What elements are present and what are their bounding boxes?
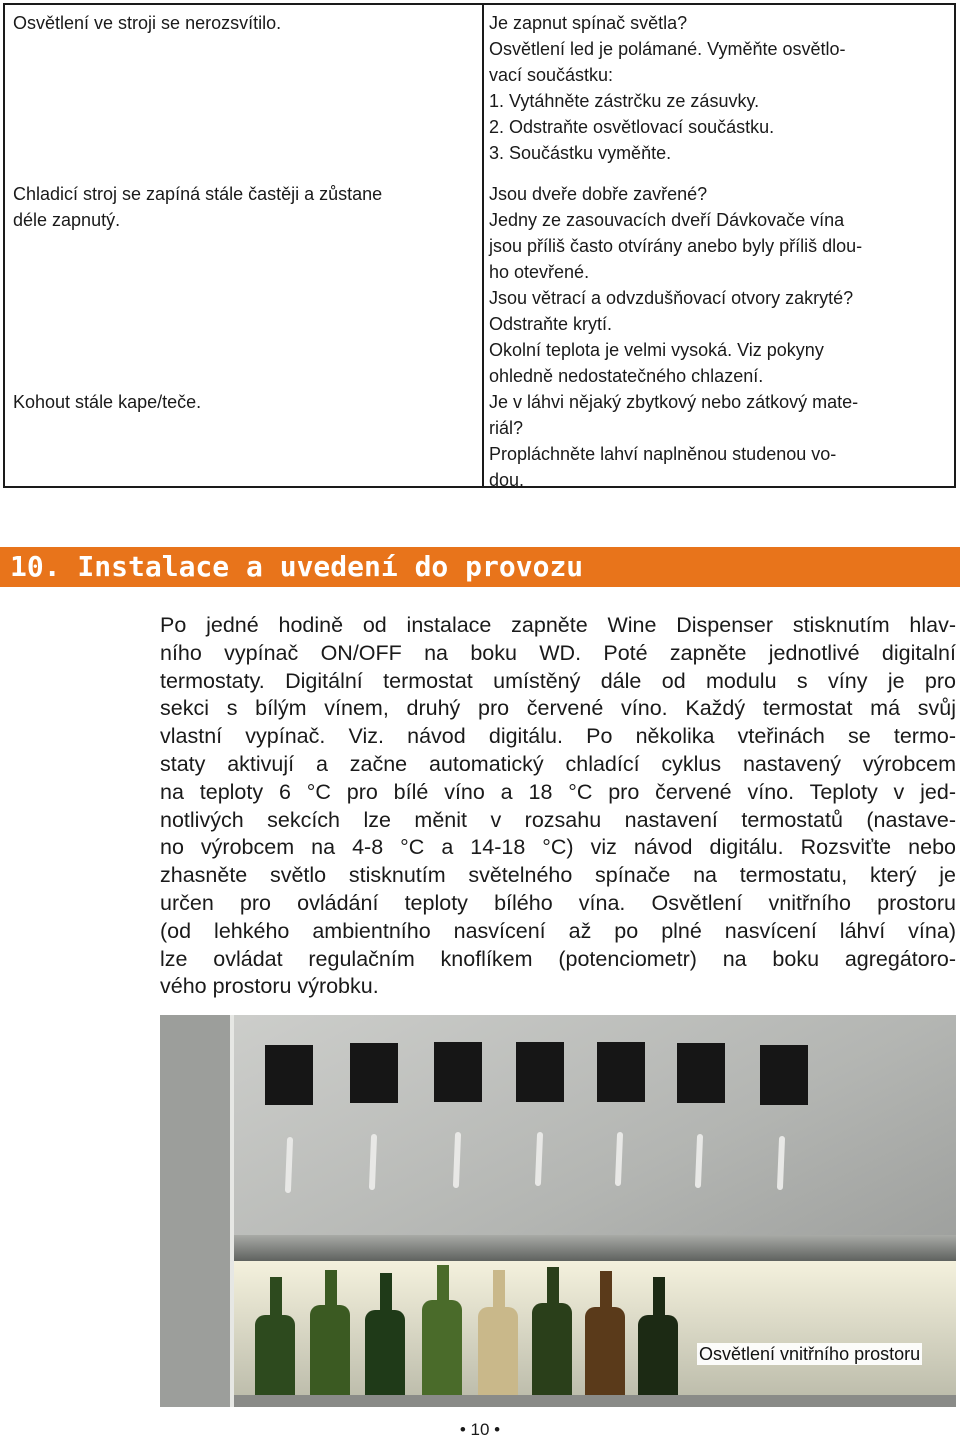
installation-paragraph — [160, 612, 956, 1001]
paragraph-line: notlivých sekcích lze měnit v rozsahu nastavení termostatů (nastave- — [160, 807, 956, 832]
solution-line: Osvětlení led je polámané. Vyměňte osvětlo- — [489, 39, 846, 59]
wine-dispenser-photo — [160, 1015, 956, 1407]
paragraph-line: termostaty. Digitální termostat umístěný dále od modulu s víny je pro — [160, 668, 956, 693]
paragraph-line: lze ovládat regulačním knoflíkem (potenciometr) na boku agregátoro- — [160, 946, 956, 971]
solution-line: Propláchněte lahví naplněnou studenou vo- — [489, 444, 837, 464]
table-row-1-solution — [489, 10, 846, 166]
paragraph-line: zhasněte světlo stisknutím světelného spínače na termostatu, který je — [160, 863, 956, 888]
solution-line: riál? — [489, 418, 524, 438]
solution-line: 2. Odstraňte osvětlovací součástku. — [489, 117, 775, 137]
paragraph-line: určen pro ovládání teploty bílého vína. Osvětlení vnitřního prostoru — [160, 890, 956, 915]
problem-text: Osvětlení ve stroji se nerozsvítilo. — [13, 13, 282, 33]
page-number: • 10 • — [459, 1420, 501, 1439]
solution-line: jsou příliš často otvírány anebo byly příliš dlou- — [489, 236, 863, 256]
table-row-1-problem — [13, 10, 281, 36]
solution-line: Jsou dveře dobře zavřené? — [489, 184, 708, 204]
table-row-3-problem — [13, 389, 201, 415]
solution-line: Je zapnut spínač světla? — [489, 13, 688, 33]
solution-line: 1. Vytáhněte zástrčku ze zásuvky. — [489, 91, 760, 111]
table-row-2-problem — [13, 181, 382, 233]
paragraph-line: staty aktivují a začne automatický chladící cyklus nastavený výrobcem — [160, 751, 956, 776]
problem-text: Kohout stále kape/teče. — [13, 392, 202, 412]
table-column-divider — [482, 5, 484, 486]
section-heading — [0, 547, 960, 587]
paragraph-line: vlastní vypínač. Viz. návod digitálu. Po několika vteřinách se termo- — [160, 724, 956, 749]
problem-text: Chladicí stroj se zapíná stále častěji a zůstane — [13, 184, 383, 204]
solution-line: 3. Součástku vyměňte. — [489, 143, 672, 163]
solution-line: vací součástku: — [489, 65, 614, 85]
paragraph-line: (od lehkého ambientního nasvícení až po plné nasvícení láhví vína) — [160, 918, 956, 943]
solution-line: ohledně nedostatečného chlazení. — [489, 366, 764, 386]
paragraph-line: Po jedné hodině od instalace zapněte Wine Dispenser stisknutím hlav- — [160, 613, 956, 637]
paragraph-line: na teploty 6 °C pro bílé víno a 18 °C pro červené víno. Teploty v jed- — [160, 779, 956, 804]
solution-line: Jedny ze zasouvacích dveří Dávkovače vína — [489, 210, 845, 230]
solution-line: dou. — [489, 470, 525, 490]
solution-line: Jsou větrací a odvzdušňovací otvory zakryté? — [489, 288, 854, 308]
photo-caption: Osvětlení vnitřního prostoru — [699, 1344, 921, 1364]
table-row-3-solution — [489, 389, 858, 493]
table-row-2-solution — [489, 181, 862, 389]
section-title: 10. Instalace a uvedení do provozu — [10, 550, 584, 583]
paragraph-line: sekci s bílým vínem, druhý pro červené víno. Každý termostat má svůj — [160, 696, 956, 721]
solution-line: Okolní teplota je velmi vysoká. Viz pokyny — [489, 340, 824, 360]
problem-text: déle zapnutý. — [13, 210, 121, 230]
paragraph-line: no výrobcem na 4-8 °C a 14-18 °C) viz návod digitálu. Rozsviťte nebo — [160, 835, 956, 860]
paragraph-line: vého prostoru výrobku. — [160, 974, 379, 999]
solution-line: Odstraňte krytí. — [489, 314, 613, 334]
solution-line: ho otevřené. — [489, 262, 590, 282]
paragraph-line: ního vypínač ON/OFF na boku WD. Poté zapněte jednotlivé digitalní — [160, 640, 956, 665]
troubleshooting-table — [3, 3, 956, 488]
solution-line: Je v láhvi nějaký zbytkový nebo zátkový mate- — [489, 392, 859, 412]
